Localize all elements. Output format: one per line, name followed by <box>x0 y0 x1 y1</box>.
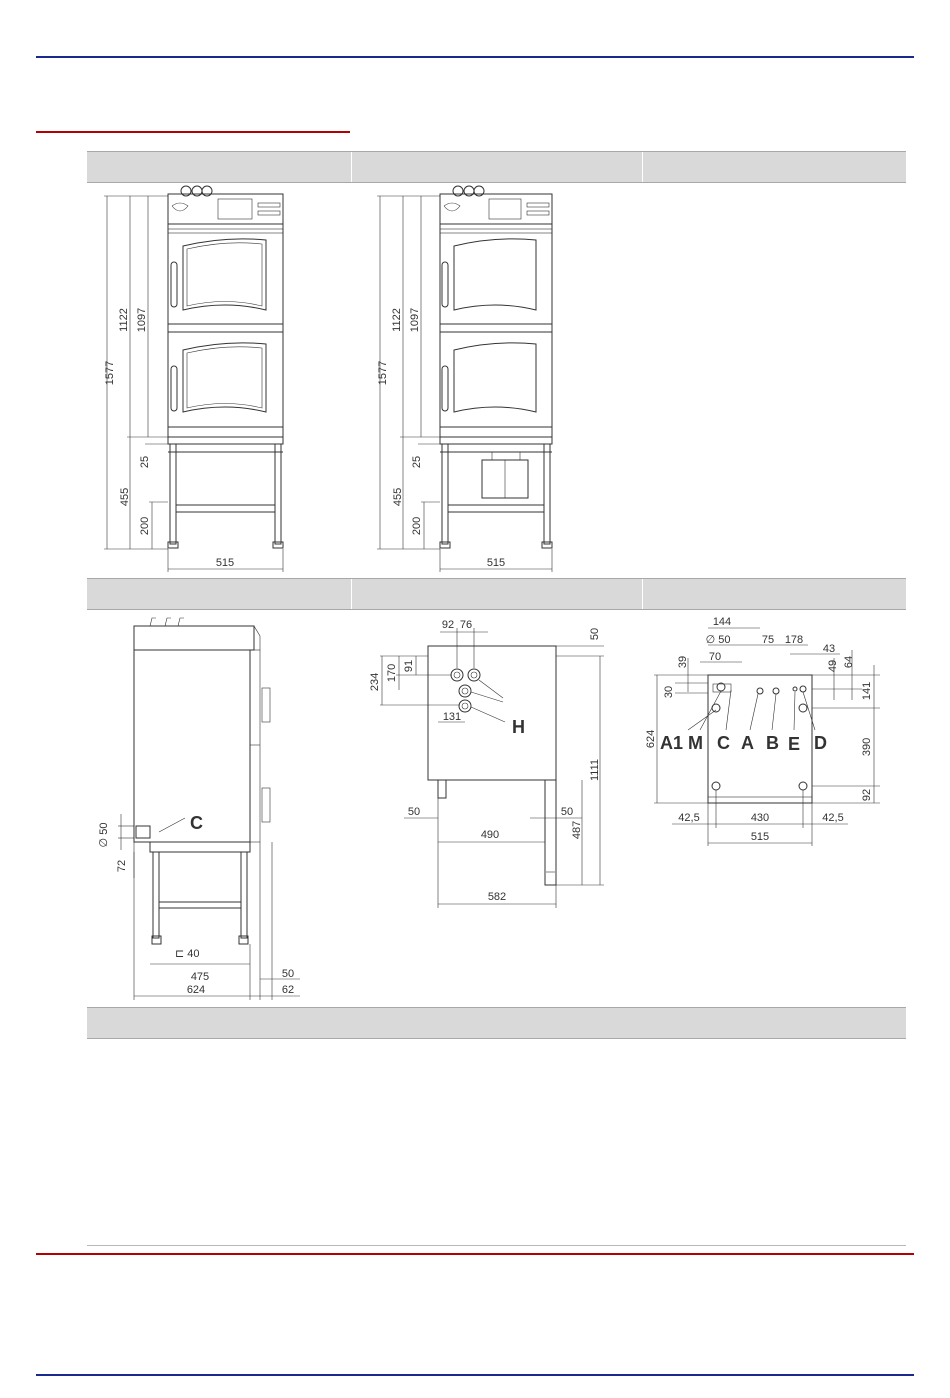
back-dim-170: 170 <box>386 663 398 683</box>
top-dim-515: 515 <box>750 831 770 843</box>
top-dim-178: 178 <box>784 634 804 646</box>
top-label-a1: A1 <box>660 733 684 753</box>
top-dim-144: 144 <box>712 616 732 628</box>
top-dim-92: 92 <box>861 788 873 802</box>
front-b-stand-height: 455 <box>392 487 404 507</box>
back-view-drawing <box>369 619 604 908</box>
top-dim-430: 430 <box>750 812 770 824</box>
back-dim-50-right: 50 <box>560 806 574 818</box>
top-dim-75: 75 <box>761 634 775 646</box>
front-a-width: 515 <box>215 557 235 569</box>
side-profile: ⊏ 40 <box>175 948 200 960</box>
front-b-oven-height: 1122 <box>391 308 403 332</box>
top-label-a: A <box>741 733 754 753</box>
top-dim-624: 624 <box>645 729 657 749</box>
side-depth-624: 624 <box>186 984 206 996</box>
front-b-oven-inner-height: 1097 <box>409 307 421 333</box>
back-dim-91: 91 <box>403 659 415 673</box>
side-pipe-diameter: ∅ 50 <box>98 822 110 848</box>
front-b-gap: 25 <box>411 455 423 469</box>
front-b-width: 515 <box>486 557 506 569</box>
front-a-gap: 25 <box>139 455 151 469</box>
back-label-h: H <box>512 717 525 737</box>
side-depth-50: 50 <box>281 968 295 980</box>
top-label-c: C <box>717 733 730 753</box>
top-dim-39: 39 <box>677 655 689 669</box>
top-dim-49: 49 <box>827 659 839 673</box>
top-label-d: D <box>814 733 827 753</box>
side-depth-475: 475 <box>190 971 210 983</box>
front-a-oven-height: 1122 <box>118 308 130 332</box>
top-dim-390: 390 <box>861 737 873 757</box>
front-b-shelf-height: 200 <box>411 516 423 536</box>
side-pipe-height: 72 <box>116 859 128 873</box>
front-a-shelf-height: 200 <box>139 516 151 536</box>
side-label-c: C <box>190 813 203 833</box>
back-dim-92: 92 <box>441 619 455 631</box>
back-dim-490: 490 <box>480 829 500 841</box>
top-dim-42-right: 42,5 <box>822 812 844 824</box>
back-dim-582: 582 <box>487 891 507 903</box>
top-dia-50: ∅ 50 <box>705 634 731 646</box>
front-a-total-height: 1577 <box>104 360 116 386</box>
front-b-total-height: 1577 <box>377 360 389 386</box>
front-a-stand-height: 455 <box>119 487 131 507</box>
top-dim-43: 43 <box>822 643 836 655</box>
front-view-a-drawing <box>104 186 283 572</box>
back-dim-50-top: 50 <box>589 627 601 641</box>
top-label-m: M <box>688 733 703 753</box>
side-view-drawing <box>98 618 300 1000</box>
back-dim-76: 76 <box>459 619 473 631</box>
back-dim-487: 487 <box>571 820 583 840</box>
back-dim-131: 131 <box>442 711 462 723</box>
back-dim-1111: 1111 <box>589 758 601 782</box>
back-dim-234: 234 <box>369 672 381 692</box>
front-a-oven-inner-height: 1097 <box>136 307 148 333</box>
side-depth-62: 62 <box>281 984 295 996</box>
top-label-b: B <box>766 733 779 753</box>
top-dim-70: 70 <box>708 651 722 663</box>
top-label-e: E <box>788 734 801 754</box>
top-dim-30: 30 <box>663 685 675 699</box>
top-dim-64: 64 <box>843 655 855 669</box>
front-view-b-drawing <box>377 186 552 572</box>
back-dim-50-left: 50 <box>407 806 421 818</box>
top-dim-141: 141 <box>861 681 873 701</box>
top-dim-42-left: 42,5 <box>678 812 700 824</box>
top-view-drawing <box>645 616 880 846</box>
